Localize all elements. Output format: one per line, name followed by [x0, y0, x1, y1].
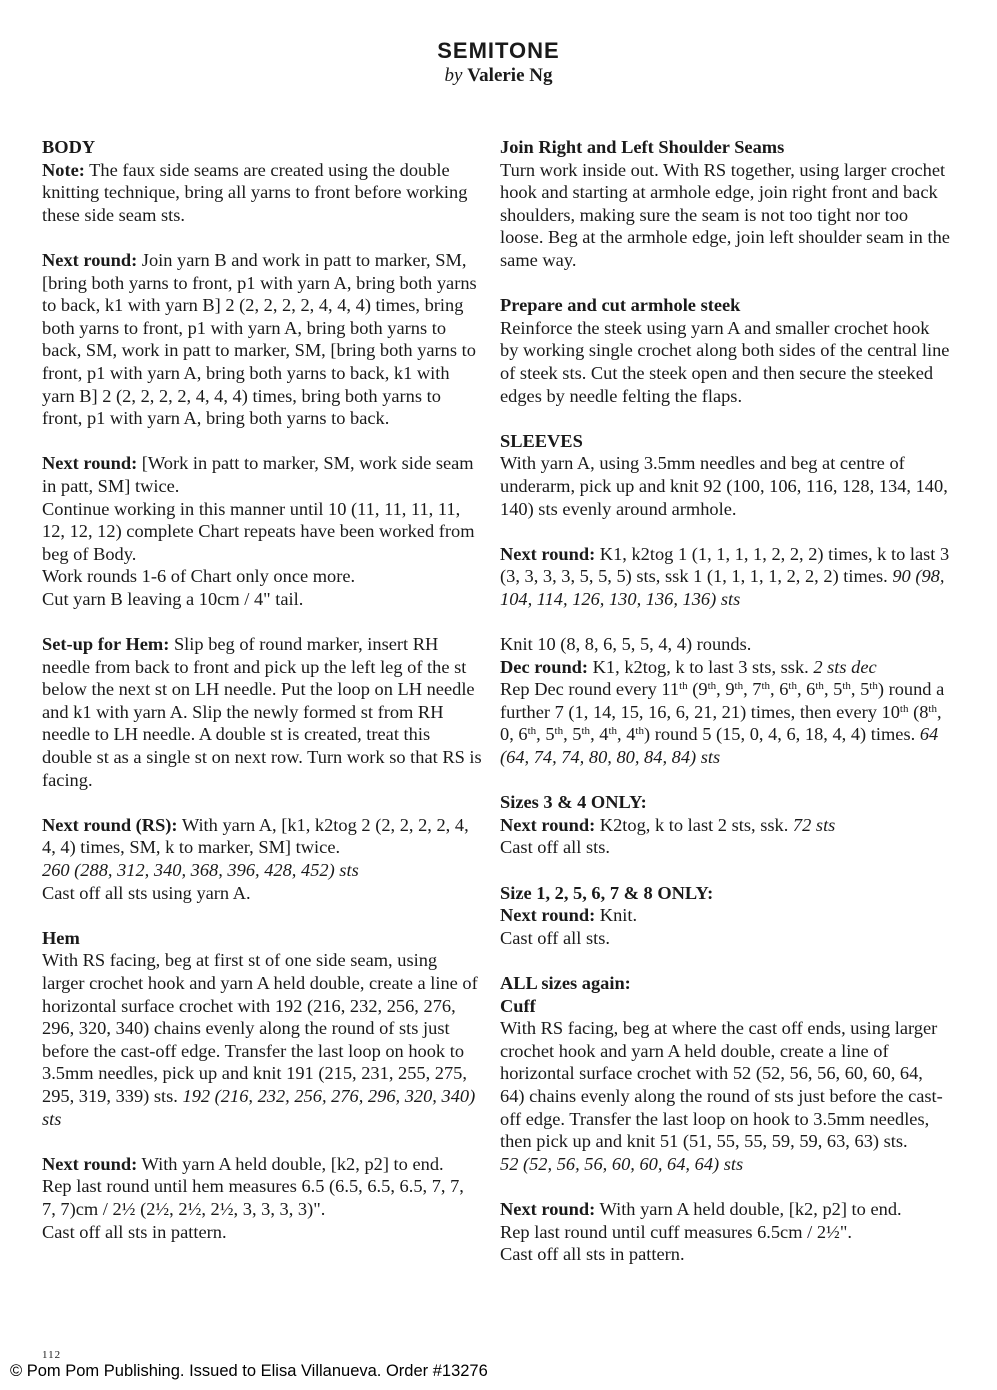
rep-sup: th [679, 680, 688, 693]
rep-seg: , 4 [617, 724, 636, 745]
join-shoulder-heading: Join Right and Left Shoulder Seams [500, 137, 785, 157]
next-round-8 [500, 1198, 950, 1266]
next-round-3-paragraph [42, 814, 482, 859]
hem-repeat-text: Rep last round until hem measures 6.5 (6.5, 6.5, 6.5, 7, 7, 7, 7)cm / 2½ (2½, 2½, 2½, 3, 3, 3, 3)". [42, 1176, 464, 1219]
note-paragraph [42, 159, 482, 227]
next-round-5-paragraph [500, 543, 950, 611]
next-round-4-paragraph [42, 1153, 482, 1176]
rep-sup: th [899, 702, 909, 715]
next-round-1-text: Join yarn B and work in patt to marker, SM, [bring both yarns to front, p1 with yarn A, bring both yarns to back, k1 with yarn B] 2 (2, 2, 2, 2, 4, 4, 4) times, bring both yarns to front, p1 with yarn A, bring both yarns to back, SM, work in patt to marker, SM, [bring both yarns to front, p1 with yarn A, bring both yarns to back, k1 with yarn B] 2 (2, 2, 2, 2, 4, 4, 4) times, bring both yarns to front, p1 with yarn A, bring both yarns to back. [42, 249, 477, 429]
next-round-6-cast: Cast off all sts. [500, 837, 611, 858]
hem-heading: Hem [42, 927, 80, 948]
sleeves-section [500, 430, 950, 520]
next-round-1-label: Next round: [42, 249, 138, 270]
next-round-2 [42, 452, 482, 610]
next-round-7-label: Next round: [500, 905, 596, 926]
rep-sup: th [527, 725, 537, 738]
sizes-3-4-section [500, 791, 950, 859]
next-round-3 [42, 814, 482, 904]
decrease-section [500, 633, 950, 769]
next-round-2-label: Next round: [42, 453, 138, 474]
cuff-heading: Cuff [500, 995, 536, 1016]
hem-cast-text: Cast off all sts in pattern. [42, 1221, 227, 1242]
next-round-5-label: Next round: [500, 543, 596, 564]
rep-sup: th [842, 680, 851, 693]
cuff-section [500, 972, 950, 1175]
cuff-cast-text: Cast off all sts in pattern. [500, 1244, 685, 1265]
next-round-2-text: [Work in patt to marker, SM, work side seam in patt, SM] twice. [42, 453, 474, 496]
next-round-3-text: With yarn A, [k1, k2tog 2 (2, 2, 2, 2, 4, 4, 4) times, SM, k to marker, SM] twice. [42, 814, 469, 858]
join-shoulder-section [500, 136, 950, 272]
rep-seg: , 6 [770, 679, 789, 700]
setup-hem-label: Set-up for Hem: [42, 634, 170, 655]
rep-seg: ) round 5 (15, 0, 4, 6, 18, 4, 4) times. [643, 724, 920, 745]
rep-seg: Rep Dec round every 11 [500, 679, 680, 700]
next-round-7-paragraph [500, 904, 950, 927]
rep-seg: , 6 [796, 679, 816, 700]
right-column [500, 136, 950, 1288]
rep-seg: , 5 [563, 724, 582, 745]
next-round-4-text: With yarn A held double, [k2, p2] to end. [137, 1153, 444, 1174]
rep-seg: , 5 [536, 724, 555, 745]
rep-seg: , 0, 6 [500, 701, 942, 745]
byline [0, 64, 997, 88]
hem-count: 192 (216, 232, 256, 276, 296, 320, 340) sts [42, 1085, 476, 1129]
rep-seg: (8 [908, 701, 929, 722]
all-sizes-heading: ALL sizes again: [500, 972, 631, 993]
next-round-3-count [42, 859, 482, 882]
page-number: 112 [42, 1349, 62, 1361]
next-round-3-count-text: 260 (288, 312, 340, 368, 396, 428, 452) sts [42, 860, 359, 880]
next-round-6-count: 72 sts [792, 814, 836, 835]
next-round-5-text: K1, k2tog 1 (1, 1, 1, 1, 2, 2, 2) times, k to last 3 (3, 3, 3, 3, 5, 5, 5) sts, ssk 1 (1, 1, 1, 1, 2, 2, 2) times. [500, 543, 950, 587]
next-round-4-label: Next round: [42, 1153, 138, 1174]
cuff-count: 52 (52, 56, 56, 60, 60, 64, 64) sts [500, 1153, 744, 1174]
byline-by: by [444, 65, 463, 86]
note-text: The faux side seams are created using the double knitting technique, bring all yarns to front before working these side seam sts. [42, 159, 468, 225]
body-section [42, 136, 482, 226]
cuff-text: With RS facing, beg at where the cast off ends, using larger crochet hook and yarn A held double, create a line of horizontal surface crochet with 52 (52, 56, 56, 60, 60, 64, 64) chains evenly along the round of sts just before the cast-off edge. Transfer the last loop on hook to 3.5mm needles, then pick up and knit 51 (51, 55, 55, 59, 59, 63, 63) sts. [500, 1018, 943, 1152]
sleeves-text: With yarn A, using 3.5mm needles and beg at centre of underarm, pick up and knit 92 (100, 106, 116, 128, 134, 140, 140) sts evenly around armhole. [500, 453, 948, 519]
rep-seg: , 5 [823, 679, 843, 700]
next-round-8-paragraph [500, 1198, 950, 1221]
hem-section [42, 927, 482, 1130]
cuff-count-paragraph [500, 1153, 950, 1176]
cut-yarn-text: Cut yarn B leaving a 10cm / 4" tail. [42, 588, 304, 609]
next-round-4 [42, 1153, 482, 1243]
rep-seg: ) round a further 7 (1, 14, 15, 16, 6, 21, 21) times, then every 10 [500, 679, 945, 722]
rep-sup: th [761, 680, 771, 693]
copyright-footer: © Pom Pom Publishing. Issued to Elisa Villanueva. Order #13276 [10, 1362, 488, 1380]
cuff-repeat-text: Rep last round until cuff measures 6.5cm / 2½". [500, 1221, 852, 1242]
work-rounds-text: Work rounds 1-6 of Chart only once more. [42, 566, 356, 587]
join-shoulder-text: Turn work inside out. With RS together, using larger crochet hook and starting at armhole edge, join right front and back shoulders, making sure the seam is not too tight nor too loose. Beg at the armhole edge, join left shoulder seam in the same way. [500, 159, 950, 270]
steek-section [500, 294, 950, 407]
next-round-6-paragraph [500, 814, 950, 837]
rep-sup: th [581, 725, 591, 738]
next-round-8-text: With yarn A held double, [k2, p2] to end. [595, 1198, 902, 1219]
rep-seg: , 5 [850, 679, 870, 700]
rep-sup: th [928, 702, 937, 715]
next-round-3-cast: Cast off all sts using yarn A. [42, 882, 251, 903]
setup-hem-paragraph [42, 633, 482, 791]
rep-seg: (9 [687, 679, 708, 700]
sleeves-heading: SLEEVES [500, 430, 583, 451]
rep-sup: th [608, 725, 618, 738]
steek-text: Reinforce the steek using yarn A and smaller crochet hook by working single crochet along both sides of the central line of steek sts. Cut the steek open and then secure the steeked edges by needle felting the flaps. [500, 317, 950, 406]
rep-sup: th [734, 680, 744, 693]
sizes-other-section [500, 882, 950, 950]
setup-hem [42, 633, 482, 791]
rep-seg: , 9 [716, 679, 735, 700]
note-label: Note: [42, 159, 85, 180]
next-round-3-label: Next round (RS): [42, 814, 178, 835]
dec-round-label: Dec round: [500, 656, 589, 677]
sizes-other-heading: Size 1, 2, 5, 6, 7 & 8 ONLY: [500, 882, 714, 903]
next-round-5 [500, 543, 950, 611]
repeat-dec-paragraph [500, 678, 950, 768]
setup-hem-text: Slip beg of round marker, insert RH needle from back to front and pick up the left leg of the st below the next st on LH needle. Put the loop on LH needle and k1 with yarn A. Slip the newly formed st from RH needle to LH needle. A double st is created, treat this double st as a single st on next row. Turn work so that RS is facing. [42, 634, 482, 790]
rep-seg: , 4 [590, 724, 609, 745]
left-column [42, 136, 482, 1266]
rep-seg: , 7 [743, 679, 762, 700]
repeat-count: 64 (64, 74, 74, 80, 80, 84, 84) sts [500, 724, 939, 768]
dec-round-text: K1, k2tog, k to last 3 sts, ssk. [588, 656, 814, 677]
pattern-title: SEMITONE [437, 38, 560, 63]
body-heading: BODY [42, 137, 96, 157]
next-round-1 [42, 249, 482, 430]
dec-round-paragraph [500, 656, 950, 679]
next-round-7-text: Knit. [595, 905, 638, 926]
next-round-6-text: K2tog, k to last 2 sts, ssk. [595, 814, 793, 835]
next-round-6-label: Next round: [500, 814, 596, 835]
rep-sup: th [869, 680, 878, 693]
sizes-3-4-heading: Sizes 3 & 4 ONLY: [500, 792, 647, 813]
steek-heading: Prepare and cut armhole steek [500, 295, 741, 316]
rep-sup: th [554, 725, 564, 738]
next-round-8-label: Next round: [500, 1198, 596, 1219]
dec-round-note: 2 sts dec [813, 656, 877, 677]
rep-sup: th [788, 680, 797, 693]
next-round-1-paragraph [42, 249, 482, 430]
hem-text: With RS facing, beg at first st of one side seam, using larger crochet hook and yarn A held double, create a line of horizontal surface crochet with 192 (216, 232, 256, 276, 296, 320, 340) chains evenly along the round of sts just before the cast-off edge. Transfer the last loop on hook to 3.5mm needles, pick up and knit 191 (215, 231, 255, 275, 295, 319, 339) sts. [42, 950, 478, 1106]
rep-sup: th [707, 680, 717, 693]
author-name: Valerie Ng [467, 65, 553, 86]
hem-paragraph [42, 949, 482, 1130]
knit-rounds-text: Knit 10 (8, 8, 6, 5, 5, 4, 4) rounds. [500, 634, 752, 655]
continue-text: Continue working in this manner until 10 (11, 11, 11, 11, 12, 12, 12) complete Chart repeats have been worked from beg of Body. [42, 498, 475, 564]
next-round-2-paragraph [42, 452, 482, 497]
next-round-5-count: 90 (98, 104, 114, 126, 130, 136, 136) sts [500, 566, 945, 609]
next-round-7-cast: Cast off all sts. [500, 927, 611, 948]
rep-sup: th [635, 725, 644, 738]
rep-sup: th [815, 680, 824, 693]
